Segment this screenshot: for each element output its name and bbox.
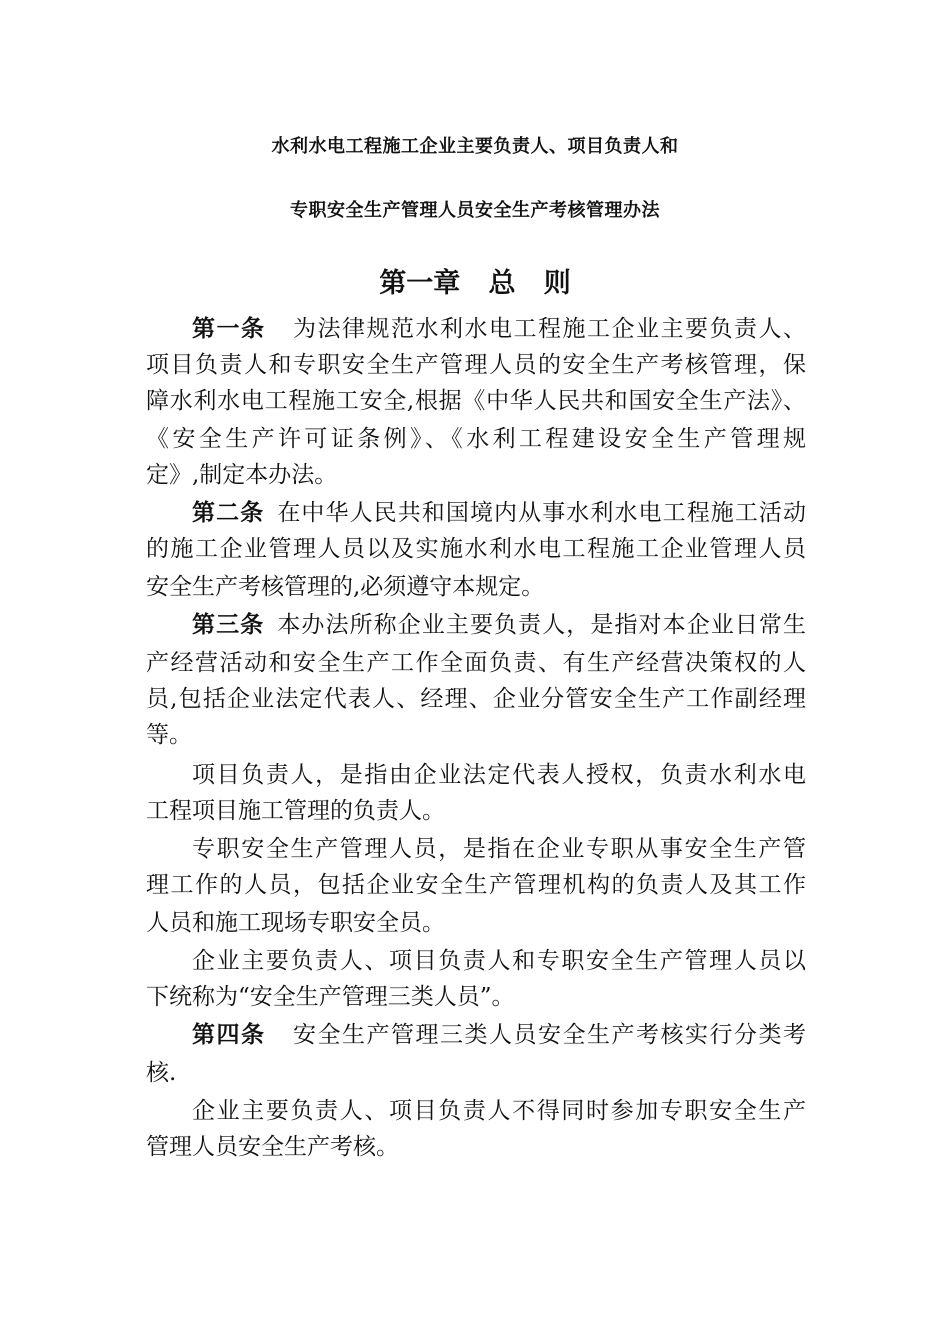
article-2-label: 第二条	[192, 500, 265, 526]
article-4-line-1	[192, 1020, 806, 1050]
paragraph-line: 障水利水电工程施工安全,根据《中华人民共和国安全生产法》、	[146, 388, 806, 414]
paragraph-line: 的施工企业管理人员以及实施水利水电工程施工企业管理人员	[146, 536, 806, 562]
paragraph-line: 工程项目施工管理的负责人。	[146, 798, 445, 824]
paragraph-line: 企业主要负责人、项目负责人和专职安全生产管理人员以	[192, 948, 806, 974]
paragraph-line: 理工作的人员，包括企业安全生产管理机构的负责人及其工作	[146, 872, 806, 898]
paragraph-line: 员,包括企业法定代表人、经理、企业分管安全生产工作副经理	[146, 686, 806, 712]
paragraph-text: 本办法所称企业主要负责人，是指对本企业日常生	[276, 612, 807, 638]
paragraph-line: 项目负责人，是指由企业法定代表人授权，负责水利水电	[192, 762, 806, 788]
paragraph-line: 管理人员安全生产考核。	[146, 1134, 399, 1160]
paragraph-line: 产经营活动和安全生产工作全面负责、有生产经营决策权的人	[146, 650, 806, 676]
paragraph-line: 人员和施工现场专职安全员。	[146, 910, 445, 936]
paragraph-line: 等。	[146, 722, 192, 748]
paragraph-line: 企业主要负责人、项目负责人不得同时参加专职安全生产	[192, 1098, 806, 1124]
paragraph-line: 项目负责人和专职安全生产管理人员的安全生产考核管理，保	[146, 352, 806, 378]
article-3-line-1	[192, 610, 806, 640]
paragraph-text: 为法律规范水利水电工程施工企业主要负责人、	[291, 316, 806, 342]
paragraph-line: 专职安全生产管理人员，是指在企业专职从事安全生产管	[192, 836, 806, 862]
article-3-label: 第三条	[192, 612, 265, 638]
paragraph-text: 安全生产管理三类人员安全生产考核实行分类考	[291, 1022, 806, 1048]
article-1-line-1	[192, 314, 806, 344]
paragraph-line: 核.	[146, 1060, 177, 1086]
document-title-line-2: 专职安全生产管理人员安全生产考核管理办法	[290, 200, 660, 221]
paragraph-line: 下统称为“安全生产管理三类人员”。	[146, 984, 515, 1010]
article-2-line-1	[192, 498, 806, 528]
paragraph-line: 《安全生产许可证条例》、《水利工程建设安全生产管理规	[146, 426, 806, 452]
document-title-line-1: 水利水电工程施工企业主要负责人、项目负责人和	[271, 136, 679, 157]
paragraph-line: 安全生产考核管理的,必须遵守本规定。	[146, 574, 545, 600]
paragraph-text: 在中华人民共和国境内从事水利水电工程施工活动	[276, 500, 807, 526]
chapter-heading: 第一章 总 则	[379, 268, 571, 299]
article-4-label: 第四条	[192, 1022, 266, 1048]
article-1-label: 第一条	[192, 316, 266, 342]
paragraph-line: 定》,制定本办法。	[146, 462, 338, 488]
